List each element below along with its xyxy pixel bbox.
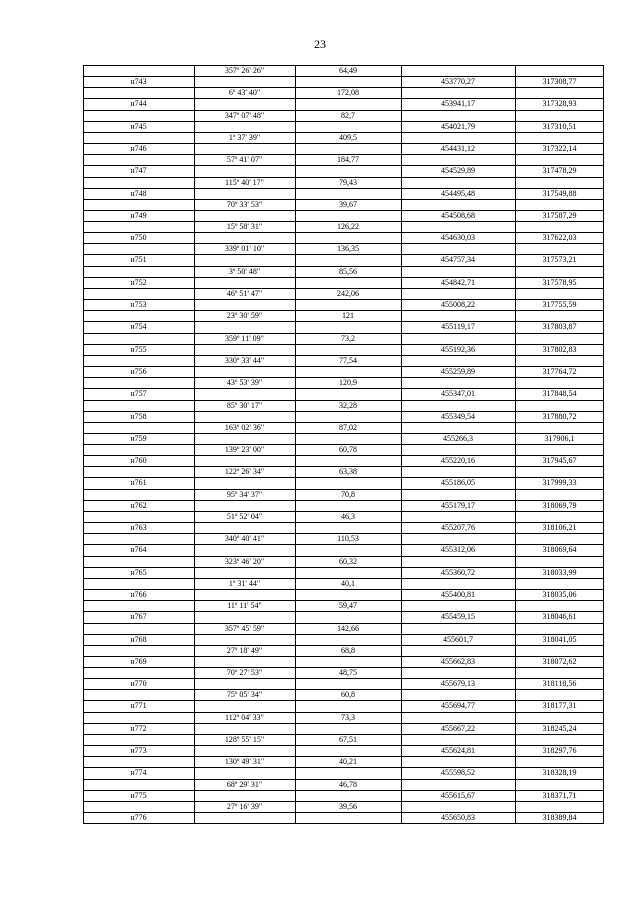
cell-point: н746 — [130, 143, 147, 153]
cell-x: 454842,71 — [441, 277, 475, 287]
cell-point: н776 — [130, 812, 147, 822]
cell-dist: 39,56 — [339, 801, 357, 811]
cell-angle: 357º 45' 59" — [224, 623, 265, 633]
row-midline — [83, 121, 604, 122]
cell-angle: 122º 26' 34" — [224, 467, 265, 477]
row-midline — [83, 544, 604, 545]
row-midline — [83, 678, 604, 679]
cell-dist: 121 — [342, 311, 354, 321]
row-midline — [83, 165, 604, 166]
cell-y: 317578,95 — [542, 277, 577, 287]
cell-point: н750 — [130, 233, 147, 243]
cell-x: 455667,22 — [441, 723, 475, 733]
row-midline — [83, 299, 604, 300]
table-bottom-border — [83, 823, 604, 824]
cell-y: 318072,62 — [542, 656, 577, 666]
cell-angle: 70º 33' 53" — [226, 199, 263, 209]
cell-y: 317478,29 — [542, 166, 577, 176]
cell-angle: 339º 01' 10" — [224, 244, 265, 254]
cell-dist: 60,32 — [339, 556, 357, 566]
cell-dist: 67,51 — [339, 735, 357, 744]
cell-x: 455601,7 — [443, 634, 473, 644]
cell-y: 318389,84 — [542, 812, 577, 822]
row-border — [83, 645, 604, 646]
cell-point: н763 — [130, 523, 147, 532]
row-border — [83, 756, 604, 757]
cell-point: н769 — [130, 656, 147, 666]
row-border — [83, 623, 604, 624]
row-border — [83, 511, 604, 512]
cell-point: н767 — [130, 612, 147, 622]
row-midline — [83, 76, 604, 77]
row-border — [83, 667, 604, 668]
row-midline — [83, 344, 604, 345]
cell-point: н762 — [130, 500, 147, 510]
cell-angle: 323º 46' 20" — [224, 556, 265, 566]
cell-x: 455349,54 — [441, 411, 475, 421]
row-border — [83, 400, 604, 401]
cell-angle: 27º 18' 49" — [226, 645, 263, 655]
cell-angle: 75º 05' 34" — [226, 690, 263, 700]
row-border — [83, 779, 604, 780]
cell-point: н747 — [130, 166, 147, 176]
row-border — [83, 578, 604, 579]
cell-dist: 64,49 — [339, 66, 357, 75]
cell-x: 454529,89 — [441, 166, 475, 176]
row-midline — [83, 700, 604, 701]
cell-x: 454757,34 — [441, 255, 475, 265]
cell-angle: 359º 11' 09" — [225, 333, 264, 343]
cell-dist: 63,38 — [339, 467, 357, 477]
cell-point: н765 — [130, 567, 147, 577]
cell-y: 317328,93 — [542, 99, 577, 109]
cell-dist: 85,56 — [339, 266, 357, 276]
cell-y: 317802,83 — [542, 344, 577, 354]
cell-dist: 409,5 — [339, 132, 357, 142]
cell-point: н760 — [130, 456, 147, 466]
row-midline — [83, 589, 604, 590]
cell-point: н766 — [130, 589, 147, 599]
cell-dist: 136,35 — [337, 244, 359, 254]
row-midline — [83, 455, 604, 456]
row-midline — [83, 567, 604, 568]
cell-y: 317945,67 — [542, 456, 577, 466]
row-midline — [83, 188, 604, 189]
cell-x: 455186,05 — [441, 478, 475, 488]
cell-y: 317322,14 — [542, 143, 577, 153]
row-midline — [83, 321, 604, 322]
cell-y: 317310,51 — [542, 121, 577, 131]
cell-angle: 357º 26' 26" — [224, 66, 265, 75]
cell-angle: 112º 04' 33" — [225, 712, 264, 722]
cell-point: н773 — [130, 746, 147, 755]
cell-dist: 59,47 — [339, 601, 357, 611]
row-midline — [83, 98, 604, 99]
cell-angle: 11º 11' 54" — [227, 601, 262, 611]
cell-x: 454508,68 — [441, 210, 475, 220]
cell-point: н745 — [130, 121, 147, 131]
cell-y: 318245,24 — [542, 723, 577, 733]
cell-angle: 68º 29' 31" — [226, 779, 263, 789]
cell-dist: 73,2 — [341, 333, 355, 343]
cell-y: 317848,54 — [542, 389, 577, 399]
row-border — [83, 110, 604, 111]
row-midline — [83, 634, 604, 635]
row-midline — [83, 500, 604, 501]
cell-point: н749 — [130, 210, 147, 220]
cell-angle: 163º 02' 36" — [224, 422, 265, 432]
row-border — [83, 132, 604, 133]
cell-dist: 77,54 — [339, 355, 357, 365]
cell-x: 453941,17 — [441, 99, 475, 109]
cell-dist: 172,08 — [337, 88, 359, 98]
row-midline — [83, 411, 604, 412]
cell-point: н757 — [130, 389, 147, 399]
cell-angle: 15º 58' 31" — [226, 222, 263, 232]
row-border — [83, 466, 604, 467]
cell-angle: 347º 07' 48" — [224, 110, 265, 120]
cell-point: н770 — [130, 679, 147, 689]
row-border — [83, 310, 604, 311]
cell-point: н754 — [130, 322, 147, 332]
cell-dist: 46,78 — [339, 779, 357, 789]
cell-angle: 330º 33' 44" — [224, 355, 265, 365]
row-midline — [83, 656, 604, 657]
row-border — [83, 689, 604, 690]
row-border — [83, 489, 604, 490]
cell-x: 454495,48 — [441, 188, 475, 198]
cell-point: н761 — [130, 478, 147, 488]
cell-y: 318069,64 — [542, 545, 577, 555]
cell-x: 455650,83 — [441, 812, 475, 822]
row-border — [83, 177, 604, 178]
cell-point: н755 — [130, 344, 147, 354]
row-border — [83, 288, 604, 289]
cell-angle: 70º 27' 53" — [226, 668, 263, 678]
cell-x: 454431,12 — [441, 143, 475, 153]
cell-angle: 46º 51' 47" — [226, 289, 263, 298]
row-border — [83, 734, 604, 735]
cell-x: 455459,15 — [441, 612, 475, 622]
cell-dist: 48,75 — [339, 668, 357, 678]
cell-dist: 40,21 — [339, 757, 357, 767]
cell-y: 317549,88 — [542, 188, 577, 198]
cell-y: 317573,21 — [542, 255, 577, 265]
cell-dist: 110,53 — [337, 534, 359, 544]
cell-dist: 70,8 — [341, 489, 355, 499]
cell-dist: 32,28 — [339, 400, 357, 410]
cell-dist: 126,22 — [337, 222, 359, 232]
cell-x: 455266,3 — [443, 433, 473, 443]
row-border — [83, 87, 604, 88]
row-midline — [83, 723, 604, 724]
cell-y: 317803,87 — [542, 322, 577, 332]
cell-y: 318035,06 — [542, 589, 577, 599]
cell-x: 455119,17 — [441, 322, 475, 332]
cell-y: 318069,79 — [542, 500, 577, 510]
row-border — [83, 422, 604, 423]
cell-point: н753 — [130, 300, 147, 309]
cell-x: 453770,27 — [441, 77, 475, 86]
cell-y: 317906,1 — [544, 433, 575, 443]
row-midline — [83, 277, 604, 278]
cell-dist: 184,77 — [337, 155, 359, 165]
row-midline — [83, 388, 604, 389]
cell-y: 318118,56 — [542, 679, 577, 689]
column-border-3 — [401, 65, 402, 824]
cell-x: 455179,17 — [441, 500, 475, 510]
cell-point: н751 — [130, 255, 147, 265]
cell-angle: 1º 37' 39" — [228, 132, 261, 142]
cell-x: 455259,89 — [441, 366, 475, 376]
cell-angle: 43º 53' 39" — [226, 378, 263, 388]
cell-y: 317755,59 — [542, 300, 577, 309]
cell-angle: 23º 30' 59" — [226, 311, 263, 321]
cell-x: 455679,13 — [441, 679, 475, 689]
row-midline — [83, 522, 604, 523]
row-border — [83, 199, 604, 200]
column-border-1 — [194, 65, 195, 824]
cell-x: 455624,81 — [441, 746, 475, 755]
cell-point: н764 — [130, 545, 147, 555]
cell-dist: 142,66 — [337, 623, 359, 633]
cell-y: 318177,31 — [542, 701, 577, 711]
cell-angle: 3º 50' 48" — [228, 266, 261, 276]
cell-x: 455694,77 — [441, 701, 475, 711]
row-midline — [83, 210, 604, 211]
row-midline — [83, 232, 604, 233]
cell-x: 455615,67 — [441, 790, 475, 800]
cell-angle: 115º 40' 17" — [225, 177, 264, 187]
cell-point: н744 — [130, 99, 147, 109]
column-border-4 — [515, 65, 516, 824]
row-midline — [83, 433, 604, 434]
row-midline — [83, 812, 604, 813]
cell-angle: 340º 40' 41" — [224, 534, 265, 544]
cell-angle: 130º 49' 31" — [224, 757, 265, 767]
row-border — [83, 556, 604, 557]
cell-y: 318033,99 — [542, 567, 577, 577]
cell-dist: 46,3 — [341, 512, 355, 521]
page-number: 23 — [314, 37, 326, 51]
cell-x: 455312,06 — [441, 545, 475, 555]
row-border — [83, 801, 604, 802]
cell-x: 454021,79 — [441, 121, 475, 131]
row-midline — [83, 790, 604, 791]
row-midline — [83, 366, 604, 367]
cell-angle: 51º 52' 04" — [226, 512, 263, 521]
cell-dist: 79,43 — [339, 177, 357, 187]
cell-x: 455347,01 — [441, 389, 475, 399]
cell-point: н758 — [130, 411, 147, 421]
cell-dist: 68,8 — [341, 645, 355, 655]
cell-angle: 128º 55' 15" — [224, 735, 265, 744]
cell-dist: 40,1 — [341, 578, 355, 588]
cell-x: 455400,81 — [441, 589, 475, 599]
cell-point: н743 — [130, 77, 147, 86]
cell-y: 317308,77 — [542, 77, 577, 86]
row-border — [83, 266, 604, 267]
cell-angle: 95º 34' 37" — [226, 489, 263, 499]
column-border-5 — [603, 65, 604, 824]
row-border — [83, 333, 604, 334]
row-border — [83, 533, 604, 534]
row-midline — [83, 254, 604, 255]
column-border-0 — [83, 65, 84, 824]
row-midline — [83, 143, 604, 144]
cell-angle: 27º 16' 39" — [226, 801, 263, 811]
row-border — [83, 355, 604, 356]
row-midline — [83, 767, 604, 768]
cell-point: н759 — [130, 433, 147, 443]
cell-point: н772 — [130, 723, 147, 733]
row-border — [83, 377, 604, 378]
row-border — [83, 154, 604, 155]
cell-point: н756 — [130, 366, 147, 376]
cell-y: 318046,61 — [542, 612, 577, 622]
cell-dist: 60,8 — [341, 690, 355, 700]
cell-x: 455220,16 — [441, 456, 475, 466]
cell-dist: 87,02 — [339, 422, 357, 432]
cell-y: 317587,29 — [542, 210, 577, 220]
cell-point: н752 — [130, 277, 147, 287]
row-midline — [83, 745, 604, 746]
cell-point: н775 — [130, 790, 147, 800]
cell-angle: 1º 31' 44" — [228, 578, 261, 588]
cell-angle: 139º 23' 00" — [224, 445, 265, 455]
cell-x: 455008,22 — [441, 300, 475, 309]
cell-angle: 6º 43' 40" — [228, 88, 261, 98]
cell-point: н768 — [130, 634, 147, 644]
row-midline — [83, 611, 604, 612]
cell-x: 454630,03 — [441, 233, 475, 243]
cell-x: 455207,76 — [441, 523, 475, 532]
cell-y: 317999,33 — [542, 478, 577, 488]
row-border — [83, 243, 604, 244]
row-border — [83, 600, 604, 601]
cell-x: 455192,36 — [441, 344, 475, 354]
cell-dist: 120,9 — [339, 378, 357, 388]
cell-point: н748 — [130, 188, 147, 198]
cell-dist: 242,06 — [337, 289, 359, 298]
cell-y: 318106,21 — [542, 523, 577, 532]
row-border — [83, 444, 604, 445]
cell-point: н774 — [130, 768, 147, 778]
cell-y: 317622,03 — [542, 233, 577, 243]
cell-y: 318041,05 — [542, 634, 577, 644]
row-midline — [83, 477, 604, 478]
row-border — [83, 221, 604, 222]
cell-dist: 82,7 — [341, 110, 355, 120]
row-border — [83, 712, 604, 713]
cell-x: 455662,83 — [441, 656, 475, 666]
cell-y: 318371,71 — [542, 790, 577, 800]
cell-dist: 73,3 — [341, 712, 355, 722]
cell-dist: 60,78 — [339, 445, 357, 455]
cell-y: 318297,76 — [542, 746, 577, 755]
cell-x: 455360,72 — [441, 567, 475, 577]
cell-y: 317764,72 — [542, 366, 577, 376]
cell-x: 455598,52 — [441, 768, 475, 778]
coordinates-table — [83, 65, 604, 824]
row-border — [83, 65, 604, 66]
cell-angle: 57º 41' 07" — [226, 155, 263, 165]
cell-y: 317880,72 — [542, 411, 577, 421]
cell-angle: 85º 30' 17" — [226, 400, 263, 410]
cell-point: н771 — [130, 701, 147, 711]
cell-dist: 39,67 — [339, 199, 357, 209]
column-border-2 — [295, 65, 296, 824]
cell-y: 318328,19 — [542, 768, 577, 778]
